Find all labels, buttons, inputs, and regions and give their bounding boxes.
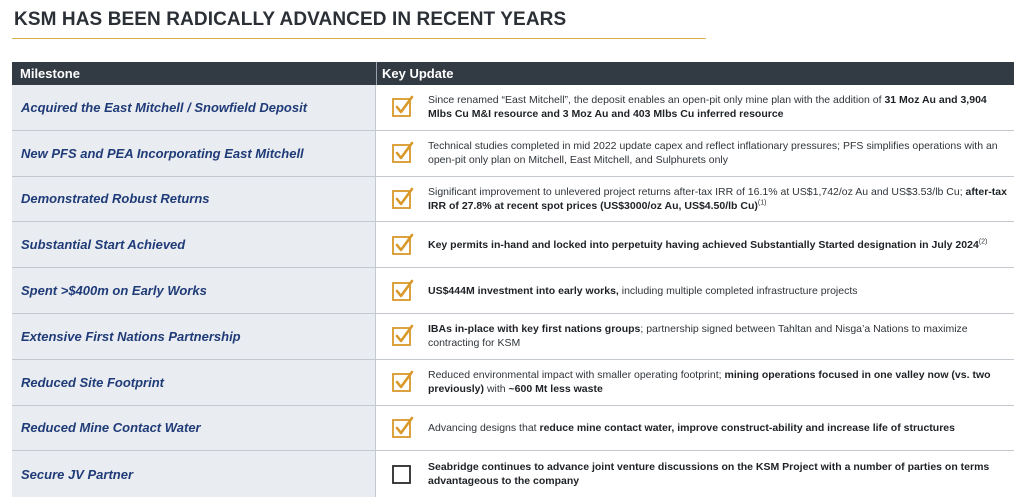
key-update-text [428,451,1014,497]
update-segment: mining operations focused in one valley now (vs. two previously) [428,369,991,396]
update-segment: Key permits in-hand and locked into perpetuity having achieved Substantially Started designation in July 2024 [428,238,979,251]
table-row [12,314,1014,360]
update-segment: Technical studies completed in mid 2022 update capex and reflect inflationary pressures; PFS simplifies operations with an open-pit only plan on Mitchell, East Mitchell, and Sulphurets only [428,140,998,167]
table-row [12,177,1014,223]
checked-box-icon [390,324,414,348]
empty-box-icon [390,462,414,486]
milestone-label: Substantial Start Achieved [12,222,376,267]
page-title: KSM HAS BEEN RADICALLY ADVANCED IN RECENT YEARS [14,9,567,30]
status-checkbox [376,222,428,267]
checked-box-icon [390,141,414,165]
footnote-ref: (1) [757,199,767,207]
checked-box-icon [390,279,414,303]
milestone-label: Reduced Site Footprint [12,360,376,405]
checked-box-icon [390,370,414,394]
update-segment: with [484,383,509,396]
milestone-label: Reduced Mine Contact Water [12,406,376,451]
update-segment: IBAs in-place with key first nations groups [428,323,641,336]
update-segment: reduce mine contact water, improve construct-ability and increase life of structures [539,421,955,434]
table-row [12,222,1014,268]
milestone-table [12,62,1014,497]
key-update-text [428,406,1014,451]
title-underline [12,38,706,39]
update-segment: including multiple completed infrastructure projects [618,284,858,297]
table-row [12,85,1014,131]
key-update-text [428,268,1014,313]
update-segment: after-tax IRR of 27.8% at recent spot prices (US$3000/oz Au, US$4.50/lb Cu) [428,185,1007,212]
table-row [12,360,1014,406]
milestone-label: Spent >$400m on Early Works [12,268,376,313]
table-row [12,406,1014,452]
update-segment: Seabridge continues to advance joint venture discussions on the KSM Project with a number of parties on terms advantageous to the company [428,461,990,488]
table-row [12,268,1014,314]
update-segment: ; partnership signed between Tahltan and Nisga’a Nations to maximize contracting for KSM [428,323,968,350]
key-update-text [428,177,1014,222]
footnote-ref: (2) [978,238,988,246]
update-segment: Advancing designs that [428,421,540,434]
key-update-text [428,222,1014,267]
status-checkbox [376,177,428,222]
status-checkbox [376,85,428,130]
update-segment: US$444M investment into early works, [428,284,619,297]
status-checkbox [376,314,428,359]
table-row [12,131,1014,177]
checked-box-icon [390,233,414,257]
checked-box-icon [390,187,414,211]
update-segment: Since renamed “East Mitchell”, the deposit enables an open-pit only mine plan with the addition of [428,94,885,107]
update-segment: Significant improvement to unlevered project returns after-tax IRR of 16.1% at US$1,742/oz Au and US$3.53/lb Cu; [428,185,966,198]
key-update-text [428,314,1014,359]
status-checkbox [376,406,428,451]
milestone-label: Acquired the East Mitchell / Snowfield Deposit [12,85,376,130]
table-body [12,85,1014,497]
key-update-text [428,131,1014,176]
milestone-label: Demonstrated Robust Returns [12,177,376,222]
table-row [12,451,1014,497]
update-segment: 31 Moz Au and 3,904 Mlbs Cu M&I resource and 3 Moz Au and 403 Mlbs Cu inferred resource [428,94,987,121]
header-key-update: Key Update [382,66,454,81]
checked-box-icon [390,416,414,440]
status-checkbox [376,131,428,176]
header-milestone: Milestone [12,62,377,85]
status-checkbox [376,451,428,497]
milestone-label: New PFS and PEA Incorporating East Mitchell [12,131,376,176]
update-segment: Reduced environmental impact with smaller operating footprint; [428,369,725,382]
key-update-text [428,360,1014,405]
update-segment: ~600 Mt less waste [508,383,603,396]
status-checkbox [376,360,428,405]
milestone-label: Extensive First Nations Partnership [12,314,376,359]
checked-box-icon [390,95,414,119]
milestone-label: Secure JV Partner [12,451,376,497]
key-update-text [428,85,1014,130]
table-header [12,62,1014,85]
status-checkbox [376,268,428,313]
